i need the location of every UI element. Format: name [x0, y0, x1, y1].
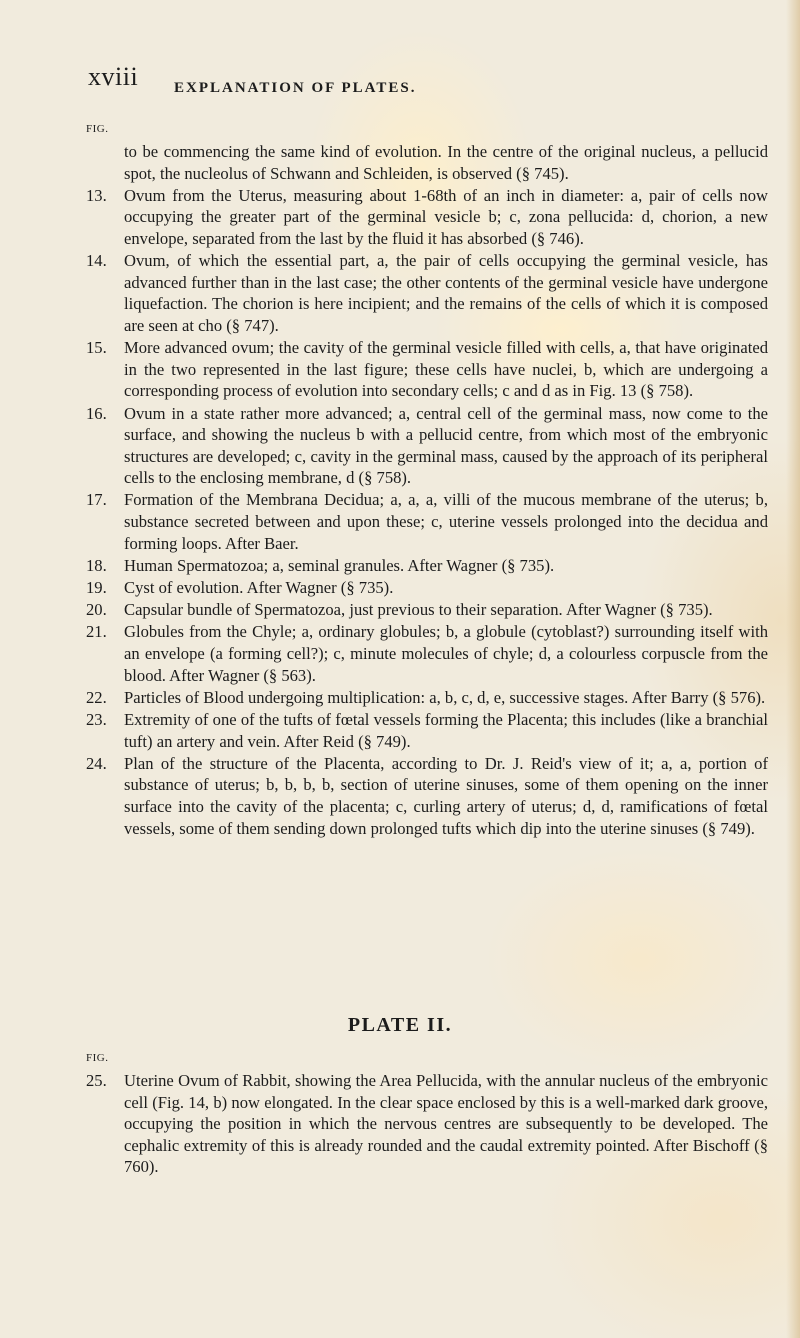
- figure-number: 18.: [86, 555, 107, 575]
- figure-number: 14.: [86, 251, 107, 271]
- figure-entry: [86, 621, 768, 686]
- figure-entry: [86, 185, 768, 250]
- figure-description: Ovum in a state rather more advanced; a, central cell of the germinal mass, now come to the surface, and showing the nucleus b with a pellucid centre, from which most of the embryonic structures are developed; c, cavity in the germinal mass, caused by the approach of its peripheral cells to the enclosing membrane, d (§ 758).: [124, 403, 768, 488]
- figure-number: 22.: [86, 687, 107, 707]
- figure-entry: [86, 709, 768, 752]
- running-head: EXPLANATION OF PLATES.: [174, 80, 417, 96]
- figure-description: Ovum from the Uterus, measuring about 1-68th of an inch in diameter: a, pair of cells now occupying the greater part of the germinal vesicle b; c, zona pellucida: d, chorion, a new envelope, separated from the last by the fluid it has absorbed (§ 746).: [124, 185, 768, 248]
- figure-description: Globules from the Chyle; a, ordinary globules; b, a globule (cytoblast?) surrounding itself with an envelope (a forming cell?); c, minute molecules of chyle; d, a colourless corpuscle from the blood. After Wagner (§ 563).: [124, 622, 768, 685]
- figure-description: Cyst of evolution. After Wagner (§ 735).: [124, 578, 394, 598]
- page-header: [88, 62, 778, 104]
- figure-number: 13.: [86, 185, 107, 205]
- figure-description: Plan of the structure of the Placenta, according to Dr. J. Reid's view of it; a, a, portion of substance of uterus; b, b, b, b, section of uterine sinuses, some of them opening on the inner surface into the cavity of the placenta; c, curling artery of uterus; d, d, ramifications of fœtal vessels, some of them sending down prolonged tufts which dip into the uterine sinuses (§ 749).: [124, 753, 768, 838]
- figure-description: Capsular bundle of Spermatozoa, just previous to their separation. After Wagner (§ 735).: [124, 600, 713, 620]
- figure-entry: [86, 403, 768, 489]
- figure-number: 21.: [86, 622, 107, 642]
- figure-entry: [86, 250, 768, 336]
- figure-entry: [86, 687, 768, 709]
- figure-entry: [86, 489, 768, 554]
- figure-description: Extremity of one of the tufts of fœtal vessels forming the Placenta; this includes (like a branchial tuft) an artery and vein. After Reid (§ 749).: [124, 709, 768, 751]
- figure-entry: [86, 555, 768, 577]
- figure-explanations-list: [86, 1070, 768, 1179]
- page-number: xviii: [88, 62, 139, 91]
- figure-description: Formation of the Membrana Decidua; a, a, a, villi of the mucous membrane of the uterus; b, substance secreted between and upon these; c, uterine vessels prolonged into the decidua and forming loops. After Baer.: [124, 490, 768, 553]
- figure-description: Ovum, of which the essential part, a, the pair of cells occupying the germinal vesicle, has advanced further than in the last case; the other contents of the germinal vesicle have undergone liquefaction. The chorion is here incipient; and the remains of the cells of which it is composed are seen at cho (§ 747).: [124, 251, 768, 335]
- figure-entry: [86, 753, 768, 839]
- figure-entry: [86, 1070, 768, 1178]
- fig-column-label: FIG.: [86, 123, 109, 135]
- figure-entry: [86, 337, 768, 402]
- figure-number: 17.: [86, 490, 107, 510]
- figure-description: Human Spermatozoa; a, seminal granules. After Wagner (§ 735).: [124, 555, 555, 575]
- figure-number: 24.: [86, 753, 107, 773]
- figure-description: to be commencing the same kind of evolution. In the centre of the original nucleus, a pellucid spot, the nucleolus of Schwann and Schleiden, is observed (§ 745).: [124, 142, 768, 183]
- figure-explanations-list: [86, 141, 768, 840]
- figure-description: Particles of Blood undergoing multiplication: a, b, c, d, e, successive stages. After Barry (§ 576).: [124, 687, 766, 707]
- figure-number: 19.: [86, 578, 107, 598]
- figure-entry: [86, 141, 768, 184]
- figure-number: 25.: [86, 1071, 107, 1090]
- figure-description: Uterine Ovum of Rabbit, showing the Area Pellucida, with the annular nucleus of the embryonic cell (Fig. 14, b) now elongated. In the clear space enclosed by this is a well-marked dark groove, occupying the position in which the nervous centres are subsequently to be developed. The cephalic extremity of this is already rounded and the caudal extremity pointed. After Bischoff (§ 760).: [124, 1071, 768, 1177]
- figure-number: 15.: [86, 338, 107, 358]
- figure-entry: [86, 599, 768, 621]
- figure-number: 20.: [86, 600, 107, 620]
- figure-number: 23.: [86, 709, 107, 729]
- plate-heading: PLATE II.: [347, 1014, 453, 1036]
- figure-entry: [86, 577, 768, 599]
- figure-description: More advanced ovum; the cavity of the germinal vesicle filled with cells, a, that have originated in the two represented in the last figure; these cells have nuclei, b, which are undergoing a corresponding process of evolution into secondary cells; c and d as in Fig. 13 (§ 758).: [124, 338, 768, 401]
- page-edge-shadow: [786, 0, 800, 1338]
- figure-number: 16.: [86, 403, 107, 423]
- fig-column-label: FIG.: [86, 1052, 109, 1064]
